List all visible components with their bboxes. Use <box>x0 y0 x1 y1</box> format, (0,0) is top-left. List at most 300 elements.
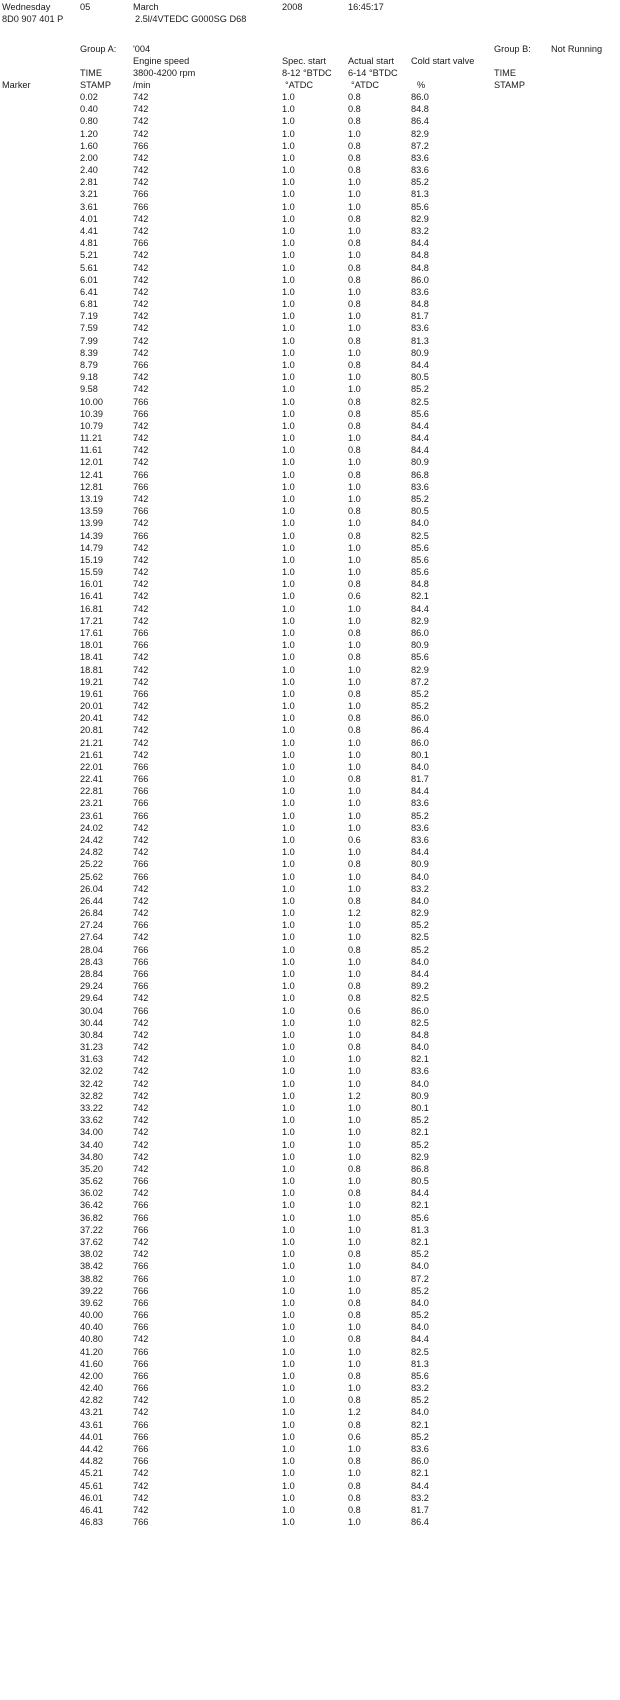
engine-speed-cell: 766 <box>133 1383 149 1394</box>
engine-speed-cell: 766 <box>133 1285 149 1296</box>
spec-start-cell: 1.0 <box>282 189 295 200</box>
actual-start-cell: 1.0 <box>348 1115 361 1126</box>
actual-start-cell: 1.0 <box>348 201 361 212</box>
spec-start-cell: 1.0 <box>282 1042 295 1052</box>
actual-start-cell: 1.0 <box>348 542 361 553</box>
time-stamp-cell: 21.61 <box>80 749 103 760</box>
table-row <box>0 470 620 481</box>
table-row <box>0 409 620 420</box>
engine-speed-cell: 742 <box>133 226 149 236</box>
engine-speed-cell: 766 <box>133 140 149 151</box>
cold-start-valve-cell: 82.9 <box>411 128 429 139</box>
cold-start-valve-cell: 85.2 <box>411 701 429 711</box>
engine-speed-cell: 766 <box>133 871 149 882</box>
time-stamp-cell: 28.84 <box>80 969 103 979</box>
table-row <box>0 202 620 213</box>
time-stamp-cell: 31.23 <box>80 1042 103 1052</box>
engine-speed-cell: 766 <box>133 408 149 419</box>
cold-start-valve-cell: 86.8 <box>411 469 429 480</box>
engine-speed-cell: 742 <box>133 993 149 1004</box>
engine-speed-cell: 742 <box>133 1334 149 1345</box>
spec-start-cell: 1.0 <box>282 713 295 724</box>
table-row <box>0 518 620 529</box>
engine-speed-cell: 766 <box>133 506 149 517</box>
actual-start-cell: 0.8 <box>348 1334 361 1345</box>
engine-speed-cell: 766 <box>133 1444 149 1454</box>
cold-start-valve-cell: 86.0 <box>411 1005 429 1016</box>
engine-speed-cell: 766 <box>133 981 149 992</box>
actual-start-cell: 0.8 <box>348 1492 361 1503</box>
actual-start-cell: 0.8 <box>348 152 361 163</box>
cold-start-valve-cell: 81.7 <box>411 774 429 785</box>
time-stamp-cell: 36.02 <box>80 1188 103 1199</box>
actual-start-cell: 0.8 <box>348 579 361 590</box>
engine-speed-cell: 742 <box>133 347 149 358</box>
cold-start-valve-cell: 83.2 <box>411 1492 429 1503</box>
actual-start-cell: 0.8 <box>348 506 361 517</box>
engine-speed-cell: 766 <box>133 956 149 967</box>
actual-start-cell: 1.0 <box>348 798 361 809</box>
table-row <box>0 226 620 237</box>
table-row <box>0 835 620 846</box>
actual-start-cell: 1.0 <box>348 1346 361 1357</box>
time-stamp-cell: 29.64 <box>80 993 103 1004</box>
cold-start-valve-cell: 82.1 <box>411 1127 429 1138</box>
cold-start-valve-cell: 83.6 <box>411 152 429 163</box>
table-row <box>0 116 620 127</box>
time-stamp-cell: 30.84 <box>80 1029 103 1040</box>
time-stamp-cell: 40.40 <box>80 1322 103 1333</box>
spec-start-cell: 1.0 <box>282 847 295 858</box>
engine-speed-cell: 742 <box>133 737 149 748</box>
actual-start-cell: 1.0 <box>348 1444 361 1454</box>
table-row <box>0 1407 620 1418</box>
table-row <box>0 1481 620 1492</box>
time-stamp-cell: 32.02 <box>80 1066 103 1077</box>
actual-start-cell: 1.0 <box>348 481 361 492</box>
spec-start-cell: 1.0 <box>282 652 295 663</box>
actual-start-cell: 1.0 <box>348 493 361 504</box>
table-row <box>0 421 620 432</box>
table-row <box>0 774 620 785</box>
cold-start-valve-cell: 85.6 <box>411 408 429 419</box>
cold-start-valve-cell: 81.7 <box>411 311 429 322</box>
spec-start-cell: 1.0 <box>282 810 295 821</box>
time-stamp-cell: 44.01 <box>80 1431 103 1442</box>
engine-speed-cell: 742 <box>133 542 149 553</box>
engine-speed-cell: 742 <box>133 92 149 102</box>
actual-start-cell: 0.8 <box>348 859 361 870</box>
time-stamp-cell: 34.00 <box>80 1127 103 1138</box>
cold-start-valve-cell: 81.3 <box>411 335 429 346</box>
spec-start-cell: 1.0 <box>282 859 295 870</box>
engine-speed-cell: 742 <box>133 323 149 334</box>
table-row <box>0 482 620 493</box>
actual-start-cell: 1.0 <box>348 847 361 858</box>
col-engine-speed-spec: 3800-4200 rpm <box>133 68 196 78</box>
table-row <box>0 153 620 164</box>
engine-speed-cell: 742 <box>133 883 149 894</box>
table-row <box>0 1420 620 1431</box>
spec-start-cell: 1.0 <box>282 262 295 273</box>
cold-start-valve-cell: 84.4 <box>411 445 429 456</box>
table-row <box>0 957 620 968</box>
table-row <box>0 1127 620 1138</box>
table-row <box>0 1249 620 1260</box>
time: 16:45:17 <box>348 2 384 12</box>
spec-start-cell: 1.0 <box>282 1212 295 1223</box>
time-stamp-cell: 22.01 <box>80 761 103 772</box>
engine-speed-cell: 742 <box>133 1054 149 1065</box>
spec-start-cell: 1.0 <box>282 457 295 468</box>
actual-start-cell: 0.8 <box>348 993 361 1004</box>
cold-start-valve-cell: 81.3 <box>411 1358 429 1369</box>
table-row <box>0 348 620 359</box>
engine-speed-cell: 742 <box>133 116 149 127</box>
time-stamp-cell: 12.81 <box>80 481 103 492</box>
engine-speed-cell: 766 <box>133 1273 149 1284</box>
actual-start-cell: 0.8 <box>348 1163 361 1174</box>
table-row <box>0 713 620 724</box>
time-stamp-cell: 9.18 <box>80 372 98 383</box>
spec-start-cell: 1.0 <box>282 530 295 541</box>
spec-start-cell: 1.0 <box>282 1224 295 1235</box>
engine-speed-cell: 742 <box>133 725 149 736</box>
table-row <box>0 1347 620 1358</box>
spec-start-cell: 1.0 <box>282 591 295 602</box>
cold-start-valve-cell: 84.8 <box>411 262 429 273</box>
table-row <box>0 811 620 822</box>
spec-start-cell: 1.0 <box>282 1090 295 1101</box>
time-stamp-cell: 31.63 <box>80 1054 103 1065</box>
actual-start-cell: 0.8 <box>348 396 361 407</box>
engine-speed-cell: 742 <box>133 603 149 614</box>
time-stamp-cell: 42.00 <box>80 1370 103 1381</box>
engine-speed-cell: 742 <box>133 213 149 224</box>
cold-start-valve-cell: 83.6 <box>411 481 429 492</box>
time-stamp-cell: 44.42 <box>80 1444 103 1454</box>
actual-start-cell: 1.0 <box>348 189 361 200</box>
part-number: 8D0 907 401 P <box>2 14 64 24</box>
time-stamp-cell: 8.39 <box>80 347 98 358</box>
engine-speed-cell: 766 <box>133 1200 149 1211</box>
cold-start-valve-cell: 86.0 <box>411 92 429 102</box>
cold-start-valve-cell: 84.4 <box>411 238 429 249</box>
engine-speed-cell: 766 <box>133 920 149 931</box>
table-row <box>0 323 620 334</box>
col-spec-start-title: Spec. start <box>282 56 326 66</box>
cold-start-valve-cell: 80.9 <box>411 640 429 651</box>
time-stamp-cell: 2.40 <box>80 165 98 176</box>
actual-start-cell: 0.8 <box>348 1504 361 1515</box>
cold-start-valve-cell: 81.7 <box>411 1504 429 1515</box>
table-row <box>0 567 620 578</box>
time-stamp-cell: 44.82 <box>80 1456 103 1467</box>
group-b-value: Not Running <box>551 44 603 54</box>
engine-speed-cell: 742 <box>133 1078 149 1089</box>
actual-start-cell: 0.8 <box>348 1310 361 1320</box>
actual-start-cell: 1.0 <box>348 1127 361 1138</box>
group-b-label: Group B: <box>494 44 531 54</box>
time-stamp-cell: 8.79 <box>80 360 98 370</box>
actual-start-cell: 1.0 <box>348 761 361 772</box>
engine-speed-cell: 742 <box>133 335 149 346</box>
actual-start-cell: 1.2 <box>348 908 361 919</box>
actual-start-cell: 1.0 <box>348 1273 361 1284</box>
spec-start-cell: 1.0 <box>282 104 295 115</box>
table-row <box>0 652 620 663</box>
actual-start-cell: 1.0 <box>348 603 361 614</box>
spec-start-cell: 1.0 <box>282 701 295 711</box>
cold-start-valve-cell: 84.0 <box>411 895 429 906</box>
time-stamp-cell: 16.01 <box>80 579 103 590</box>
actual-start-cell: 0.8 <box>348 1249 361 1260</box>
engine-speed-cell: 742 <box>133 554 149 565</box>
table-row <box>0 287 620 298</box>
time-stamp-cell: 11.21 <box>80 433 103 443</box>
actual-start-cell: 1.0 <box>348 1322 361 1333</box>
engine-speed-cell: 742 <box>133 591 149 602</box>
spec-start-cell: 1.0 <box>282 1139 295 1150</box>
cold-start-valve-cell: 83.6 <box>411 1066 429 1077</box>
actual-start-cell: 1.0 <box>348 786 361 797</box>
cold-start-valve-cell: 82.5 <box>411 1346 429 1357</box>
spec-start-cell: 1.0 <box>282 177 295 188</box>
cold-start-valve-cell: 82.9 <box>411 615 429 626</box>
engine-speed-cell: 742 <box>133 165 149 176</box>
cold-start-valve-cell: 85.2 <box>411 1285 429 1296</box>
time-stamp-cell: 36.82 <box>80 1212 103 1223</box>
actual-start-cell: 0.8 <box>348 299 361 310</box>
actual-start-cell: 0.8 <box>348 469 361 480</box>
table-row <box>0 1200 620 1211</box>
spec-start-cell: 1.0 <box>282 932 295 943</box>
table-row <box>0 397 620 408</box>
time-stamp-cell: 40.80 <box>80 1334 103 1345</box>
table-row <box>0 457 620 468</box>
engine-speed-cell: 742 <box>133 1492 149 1503</box>
actual-start-cell: 0.6 <box>348 591 361 602</box>
spec-start-cell: 1.0 <box>282 506 295 517</box>
time-stamp-cell: 46.01 <box>80 1492 103 1503</box>
engine-speed-cell: 742 <box>133 1163 149 1174</box>
time-stamp-cell: 45.21 <box>80 1468 103 1479</box>
spec-start-cell: 1.0 <box>282 737 295 748</box>
actual-start-cell: 1.0 <box>348 372 361 383</box>
time-stamp-cell: 33.22 <box>80 1102 103 1113</box>
actual-start-cell: 0.8 <box>348 140 361 151</box>
cold-start-valve-cell: 86.4 <box>411 1517 429 1528</box>
table-row <box>0 1359 620 1370</box>
cold-start-valve-cell: 82.5 <box>411 932 429 943</box>
table-row <box>0 1395 620 1406</box>
table-row <box>0 738 620 749</box>
time-stamp-cell: 6.01 <box>80 274 98 285</box>
actual-start-cell: 1.0 <box>348 810 361 821</box>
actual-start-cell: 1.0 <box>348 1236 361 1247</box>
time-stamp-cell: 28.04 <box>80 944 103 955</box>
actual-start-cell: 1.0 <box>348 384 361 395</box>
table-row <box>0 762 620 773</box>
cold-start-valve-cell: 85.2 <box>411 810 429 821</box>
actual-start-cell: 0.8 <box>348 104 361 115</box>
col-actual-start-title: Actual start <box>348 56 394 66</box>
table-row <box>0 1018 620 1029</box>
spec-start-cell: 1.0 <box>282 798 295 809</box>
table-row <box>0 1091 620 1102</box>
time-stamp-cell: 3.21 <box>80 189 98 200</box>
actual-start-cell: 1.0 <box>348 286 361 297</box>
engine-speed-cell: 742 <box>133 274 149 285</box>
time-stamp-cell: 18.41 <box>80 652 103 663</box>
actual-start-cell: 1.0 <box>348 1200 361 1211</box>
time-stamp-cell: 30.04 <box>80 1005 103 1016</box>
cold-start-valve-cell: 80.1 <box>411 1102 429 1113</box>
spec-start-cell: 1.0 <box>282 372 295 383</box>
engine-speed-cell: 742 <box>133 676 149 687</box>
actual-start-cell: 1.0 <box>348 1224 361 1235</box>
engine-speed-cell: 766 <box>133 1005 149 1016</box>
cold-start-valve-cell: 84.0 <box>411 1297 429 1308</box>
actual-start-cell: 1.0 <box>348 969 361 979</box>
engine-speed-cell: 766 <box>133 688 149 699</box>
cold-start-valve-cell: 84.4 <box>411 360 429 370</box>
actual-start-cell: 0.8 <box>348 408 361 419</box>
engine-speed-cell: 766 <box>133 360 149 370</box>
actual-start-cell: 0.6 <box>348 1431 361 1442</box>
time-stamp-cell: 24.42 <box>80 835 103 845</box>
cold-start-valve-cell: 89.2 <box>411 981 429 992</box>
time-stamp-cell: 16.41 <box>80 591 103 602</box>
spec-start-cell: 1.0 <box>282 1504 295 1515</box>
time-stamp-cell: 35.20 <box>80 1163 103 1174</box>
engine-speed-cell: 766 <box>133 1346 149 1357</box>
cold-start-valve-cell: 82.9 <box>411 664 429 675</box>
spec-start-cell: 1.0 <box>282 201 295 212</box>
actual-start-cell: 1.0 <box>348 433 361 443</box>
spec-start-cell: 1.0 <box>282 469 295 480</box>
spec-start-cell: 1.0 <box>282 1151 295 1162</box>
spec-start-cell: 1.0 <box>282 676 295 687</box>
time-stamp-cell: 40.00 <box>80 1310 103 1320</box>
engine-speed-cell: 742 <box>133 1115 149 1126</box>
cold-start-valve-cell: 86.0 <box>411 713 429 724</box>
engine-speed-cell: 742 <box>133 1504 149 1515</box>
cold-start-valve-cell: 84.8 <box>411 299 429 310</box>
engine-speed-cell: 742 <box>133 445 149 456</box>
engine-speed-cell: 766 <box>133 1358 149 1369</box>
cold-start-valve-cell: 85.6 <box>411 1212 429 1223</box>
spec-start-cell: 1.0 <box>282 1078 295 1089</box>
spec-start-cell: 1.0 <box>282 969 295 979</box>
cold-start-valve-cell: 84.0 <box>411 1261 429 1272</box>
time-stamp-cell: 27.64 <box>80 932 103 943</box>
table-row <box>0 238 620 249</box>
actual-start-cell: 1.0 <box>348 554 361 565</box>
col-spec-start-unit: °ATDC <box>285 80 314 90</box>
table-row <box>0 1213 620 1224</box>
engine-speed-cell: 742 <box>133 311 149 322</box>
marker-label: Marker <box>2 80 31 90</box>
cold-start-valve-cell: 83.2 <box>411 883 429 894</box>
spec-start-cell: 1.0 <box>282 1127 295 1138</box>
actual-start-cell: 1.0 <box>348 883 361 894</box>
spec-start-cell: 1.0 <box>282 981 295 992</box>
time-stamp-cell: 15.59 <box>80 567 103 577</box>
spec-start-cell: 1.0 <box>282 1066 295 1077</box>
engine-speed-cell: 742 <box>133 822 149 833</box>
time-stamp-cell: 27.24 <box>80 920 103 931</box>
engine-speed-cell: 742 <box>133 372 149 383</box>
table-row <box>0 531 620 542</box>
time-stamp-cell: 20.01 <box>80 701 103 711</box>
time-stamp-cell: 26.44 <box>80 895 103 906</box>
cold-start-valve-cell: 84.4 <box>411 847 429 858</box>
engine-speed-cell: 766 <box>133 1297 149 1308</box>
engine-speed-cell: 766 <box>133 1212 149 1223</box>
actual-start-cell: 0.8 <box>348 1297 361 1308</box>
spec-start-cell: 1.0 <box>282 871 295 882</box>
spec-start-cell: 1.0 <box>282 1480 295 1491</box>
month: March <box>133 2 159 12</box>
time-stamp-cell: 0.80 <box>80 116 98 127</box>
cold-start-valve-cell: 82.1 <box>411 1200 429 1211</box>
table-row <box>0 1079 620 1090</box>
cold-start-valve-cell: 84.0 <box>411 956 429 967</box>
table-row <box>0 993 620 1004</box>
spec-start-cell: 1.0 <box>282 1431 295 1442</box>
table-row <box>0 1103 620 1114</box>
spec-start-cell: 1.0 <box>282 238 295 249</box>
cold-start-valve-cell: 85.2 <box>411 177 429 188</box>
engine-speed-cell: 742 <box>133 579 149 590</box>
table-row <box>0 1042 620 1053</box>
time-stamp-cell: 14.79 <box>80 542 103 553</box>
engine-speed-cell: 742 <box>133 457 149 468</box>
time-stamp-cell: 42.40 <box>80 1383 103 1394</box>
actual-start-cell: 1.0 <box>348 615 361 626</box>
cold-start-valve-cell: 84.0 <box>411 518 429 529</box>
engine-speed-cell: 742 <box>133 1029 149 1040</box>
time-stamp-cell: 38.02 <box>80 1249 103 1260</box>
spec-start-cell: 1.0 <box>282 518 295 529</box>
table-row <box>0 1334 620 1345</box>
cold-start-valve-cell: 80.5 <box>411 506 429 517</box>
time-stamp-cell: 6.41 <box>80 286 98 297</box>
spec-start-cell: 1.0 <box>282 1407 295 1418</box>
time-stamp-cell: 5.21 <box>80 250 98 261</box>
engine-speed-cell: 742 <box>133 177 149 188</box>
table-row <box>0 677 620 688</box>
time-stamp-cell: 11.61 <box>80 445 103 456</box>
table-row <box>0 1493 620 1504</box>
actual-start-cell: 0.8 <box>348 1042 361 1052</box>
time-stamp-cell: 28.43 <box>80 956 103 967</box>
cold-start-valve-cell: 85.2 <box>411 1115 429 1126</box>
actual-start-cell: 0.8 <box>348 981 361 992</box>
year: 2008 <box>282 2 303 12</box>
table-row <box>0 665 620 676</box>
time-stamp-cell: 45.61 <box>80 1480 103 1491</box>
cold-start-valve-cell: 82.5 <box>411 396 429 407</box>
table-row <box>0 1164 620 1175</box>
cold-start-valve-cell: 82.1 <box>411 1054 429 1065</box>
cold-start-valve-cell: 85.2 <box>411 493 429 504</box>
engine-speed-cell: 742 <box>133 384 149 395</box>
spec-start-cell: 1.0 <box>282 1249 295 1260</box>
spec-start-cell: 1.0 <box>282 128 295 139</box>
time-stamp-cell: 10.39 <box>80 408 103 419</box>
